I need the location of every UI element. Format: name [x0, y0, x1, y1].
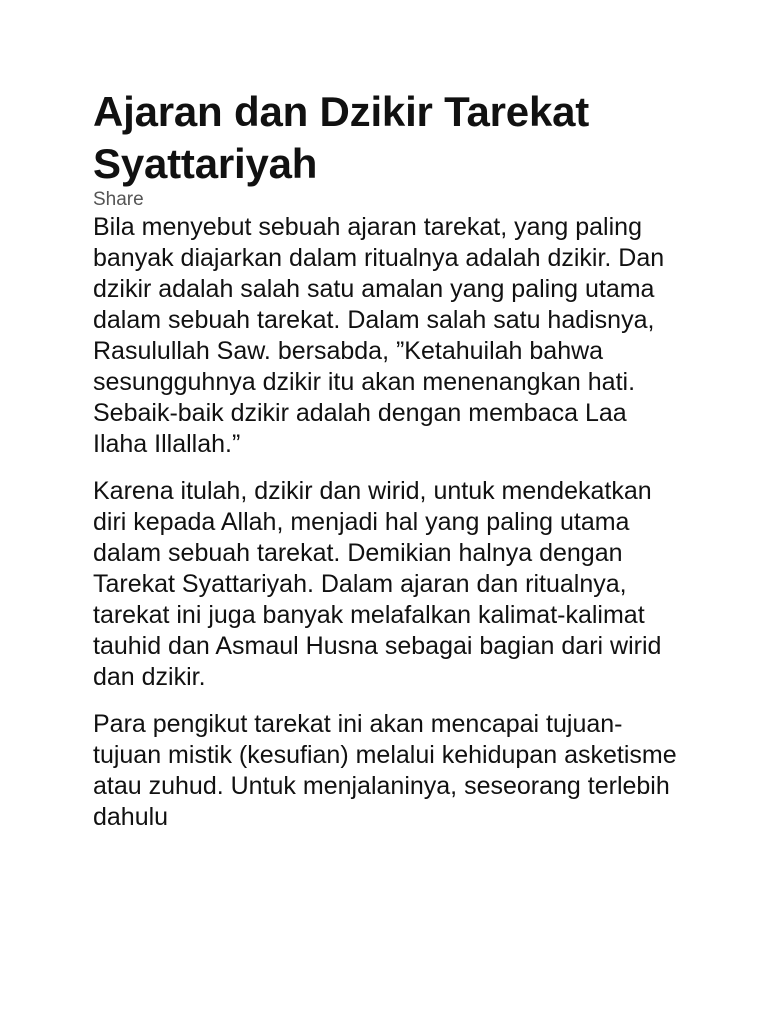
article-page	[93, 86, 683, 849]
article-paragraph-1: Bila menyebut sebuah ajaran tarekat, yang paling banyak diajarkan dalam ritualnya adalah dzikir. Dan dzikir adalah salah satu amalan yang paling utama dalam sebuah tarekat. Dalam salah satu hadisnya, Rasulullah Saw. bersabda, ”Ketahuilah bahwa sesungguhnya dzikir itu akan menenangkan hati. Sebaik-baik dzikir adalah dengan membaca Laa Ilaha Illallah.”	[93, 213, 665, 458]
article-paragraph-2: Karena itulah, dzikir dan wirid, untuk mendekatkan diri kepada Allah, menjadi hal yang paling utama dalam sebuah tarekat. Demikian halnya dengan Tarekat Syattariyah. Dalam ajaran dan ritualnya, tarekat ini juga banyak melafalkan kalimat-kalimat tauhid dan Asmaul Husna sebagai bagian dari wirid dan dzikir.	[93, 477, 662, 691]
article-paragraph-3: Para pengikut tarekat ini akan mencapai tujuan-tujuan mistik (kesufian) melalui kehidupan asketisme atau zuhud. Untuk menjalaninya, seseorang terlebih dahulu	[93, 710, 677, 831]
article-title: Ajaran dan Dzikir Tarekat Syattariyah	[93, 88, 590, 187]
share-link[interactable]: Share	[93, 189, 144, 210]
